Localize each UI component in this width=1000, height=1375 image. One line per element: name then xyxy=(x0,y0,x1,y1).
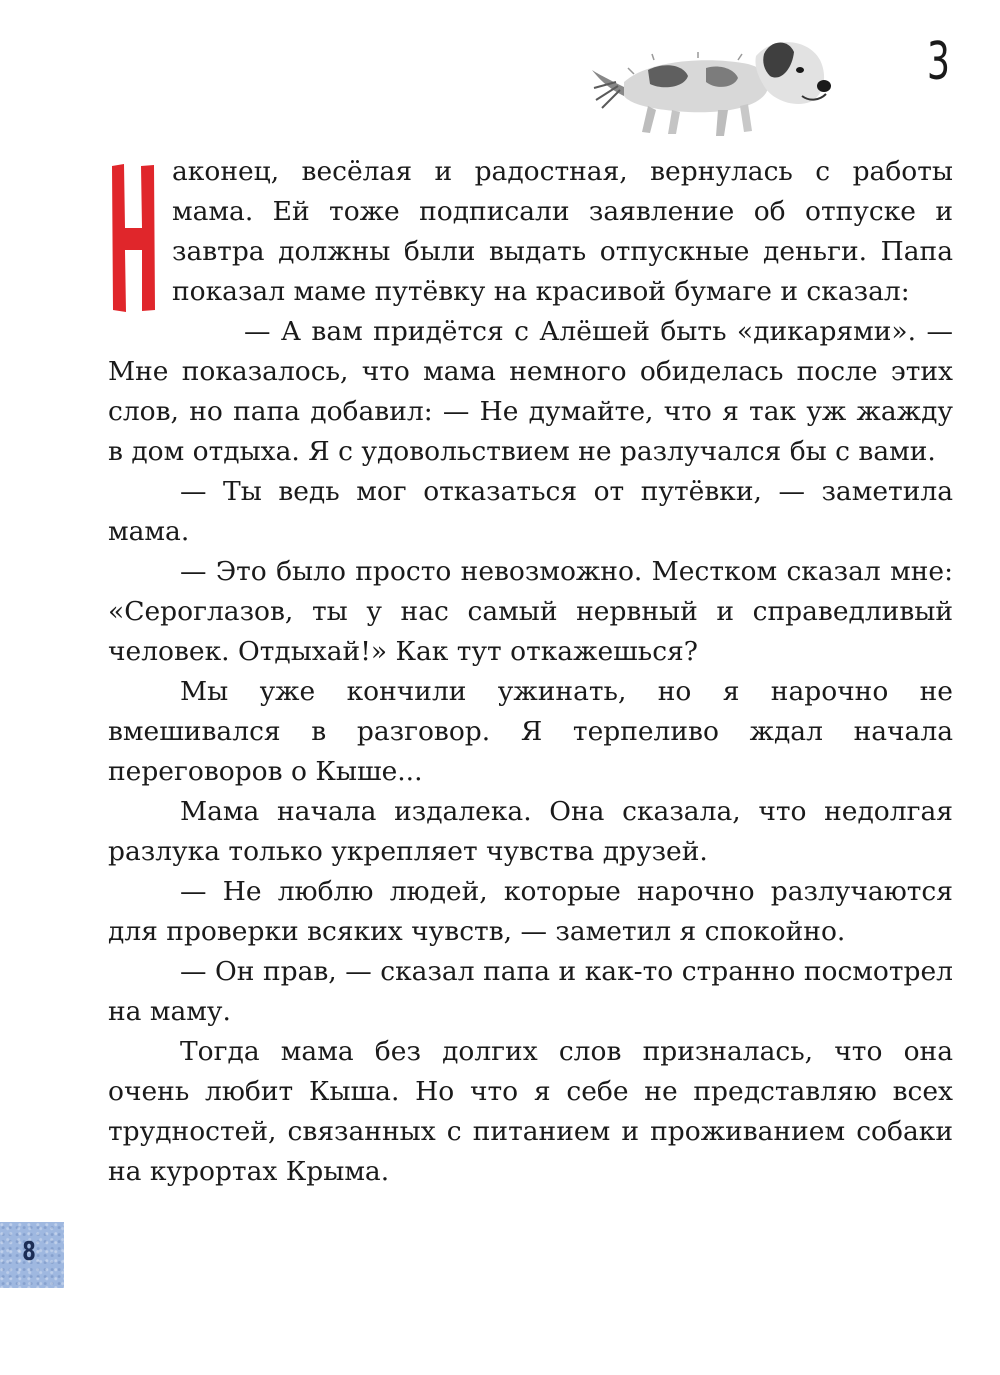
paragraph-6: Мама начала издалека. Она сказала, что недолгая разлука только укрепляет чувства друзей. xyxy=(108,796,953,867)
dog-illustration xyxy=(588,30,838,142)
paragraph-2: — А вам придётся с Алёшей быть «дикарями». — Мне показалось, что мама немного обиделась после этих слов, но папа добавил: — Не думайте, что я так уж жажду в дом отдыха. Я с удовольствием не разлучался бы с вами. xyxy=(108,316,953,467)
paragraph-1-text: аконец, весёлая и радостная, вернулась с работы мама. Ей тоже подписали заявление об отпуске и завтра должны были выдать отпускные деньги. Папа показал маме путёвку на красивой бумаге и сказал: xyxy=(172,156,953,307)
page-number-badge xyxy=(0,1222,64,1288)
drop-cap-letter xyxy=(108,162,158,314)
paragraph-7: — Не люблю людей, которые нарочно разлучаются для проверки всяких чувств, — заметил я спокойно. xyxy=(108,876,953,947)
paragraph-9: Тогда мама без долгих слов призналась, что она очень любит Кыша. Но что я себе не представляю всех трудностей, связанных с питанием и проживанием собаки на курортах Крыма. xyxy=(108,1036,953,1187)
paragraph-3: — Ты ведь мог отказаться от путёвки, — заметила мама. xyxy=(108,476,953,547)
chapter-number: 3 xyxy=(926,32,950,92)
paragraph-1 xyxy=(108,152,953,312)
paragraph-8: — Он прав, — сказал папа и как-то странно посмотрел на маму. xyxy=(108,956,953,1027)
page-number: 8 xyxy=(22,1237,36,1267)
paragraph-5: Мы уже кончили ужинать, но я нарочно не вмешивался в разговор. Я терпеливо ждал начала переговоров о Кыше... xyxy=(108,676,953,787)
text-block xyxy=(108,152,953,1192)
paragraph-4: — Это было просто невозможно. Местком сказал мне: «Сероглазов, ты у нас самый нервный и справедливый человек. Отдыхай!» Как тут откажешься? xyxy=(108,556,953,667)
